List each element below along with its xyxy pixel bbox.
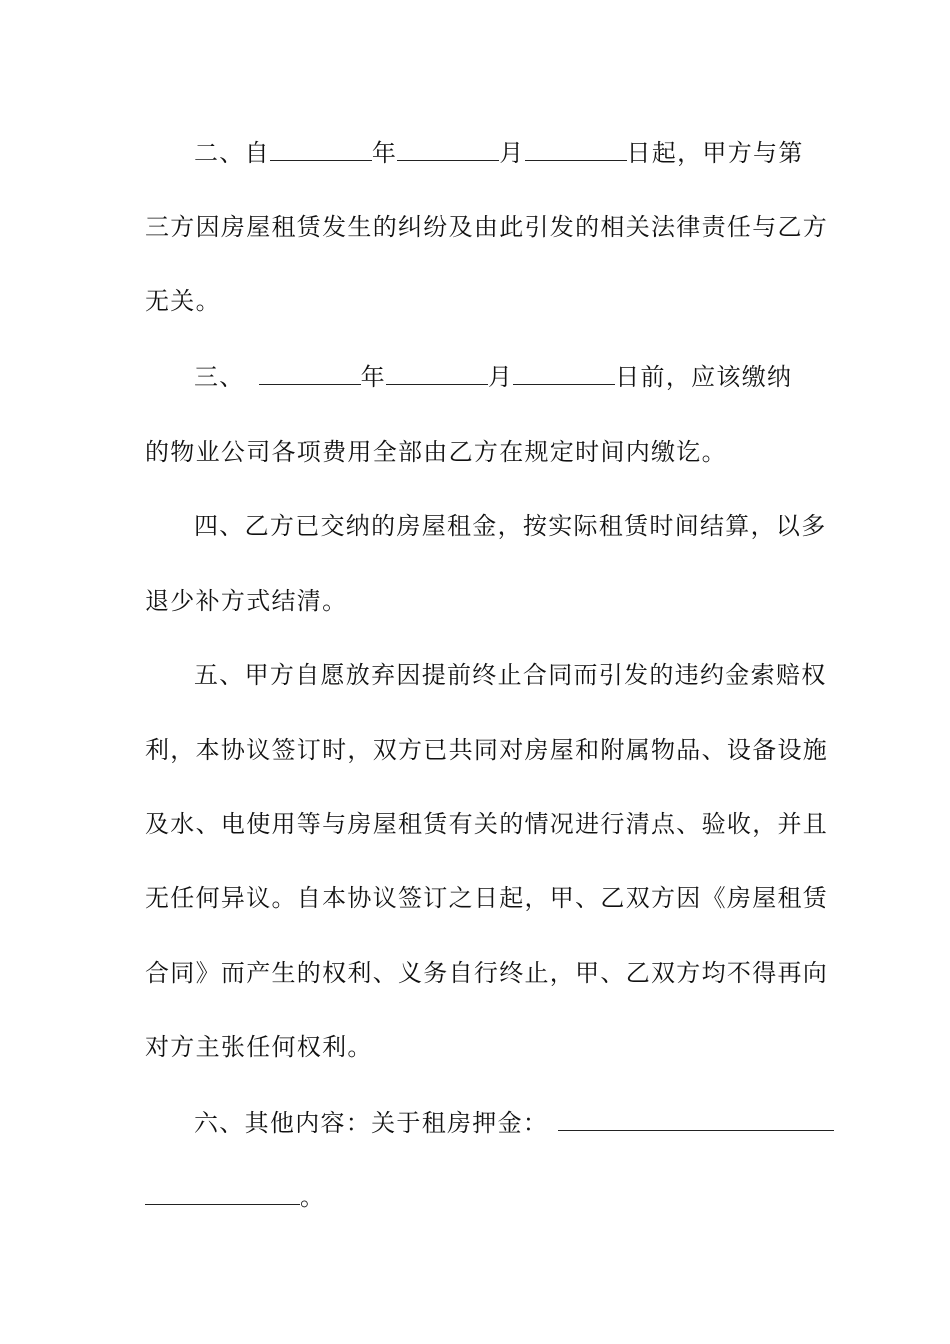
clause-4-line-2: 退少补方式结清。	[145, 587, 348, 615]
month-label: 月	[499, 139, 525, 167]
year-label: 年	[371, 139, 398, 167]
clause-5-line-2: 利，本协议签订时，双方已共同对房屋和附属物品、设备设施	[145, 736, 829, 764]
clause-2-line-3: 无关。	[145, 287, 221, 315]
clause-6-line-1	[194, 1108, 834, 1138]
clause-5-line-4: 无任何异议。自本协议签订之日起，甲、乙双方因《房屋租赁	[145, 884, 829, 912]
clause-6-prefix: 六、其他内容：关于租房押金：	[194, 1109, 549, 1137]
year-label: 年	[360, 363, 386, 391]
clause-5-line-5: 合同》而产生的权利、义务自行终止，甲、乙双方均不得再向	[145, 959, 829, 987]
clause-3-suffix: 日前，应该缴纳	[615, 363, 793, 391]
year-blank[interactable]	[259, 362, 361, 385]
clause-3-prefix: 三、	[194, 363, 245, 391]
day-blank[interactable]	[513, 362, 615, 385]
clause-2-line-1	[194, 138, 804, 168]
clause-5-line-1: 五、甲方自愿放弃因提前终止合同而引发的违约金索赔权	[194, 661, 827, 689]
deposit-blank[interactable]	[558, 1108, 834, 1131]
clause-6-line-2	[145, 1182, 325, 1212]
clause-6-end-mark: 。	[300, 1183, 326, 1211]
month-label: 月	[487, 363, 514, 391]
month-blank[interactable]	[397, 138, 499, 161]
clause-2-prefix: 二、自	[194, 139, 270, 167]
clause-5-line-3: 及水、电使用等与房屋租赁有关的情况进行清点、验收，并且	[145, 810, 829, 838]
year-blank[interactable]	[270, 138, 372, 161]
month-blank[interactable]	[386, 362, 488, 385]
clause-4-line-1: 四、乙方已交纳的房屋租金，按实际租赁时间结算，以多	[194, 512, 827, 540]
clause-3-line-1	[194, 362, 792, 392]
day-blank[interactable]	[525, 138, 627, 161]
clause-5-line-6: 对方主张任何权利。	[145, 1033, 373, 1061]
clause-3-line-2: 的物业公司各项费用全部由乙方在规定时间内缴讫。	[145, 438, 727, 466]
deposit-blank-continued[interactable]	[145, 1182, 300, 1205]
clause-2-suffix: 日起，甲方与第	[626, 139, 804, 167]
clause-2-line-2: 三方因房屋租赁发生的纠纷及由此引发的相关法律责任与乙方	[145, 213, 829, 241]
